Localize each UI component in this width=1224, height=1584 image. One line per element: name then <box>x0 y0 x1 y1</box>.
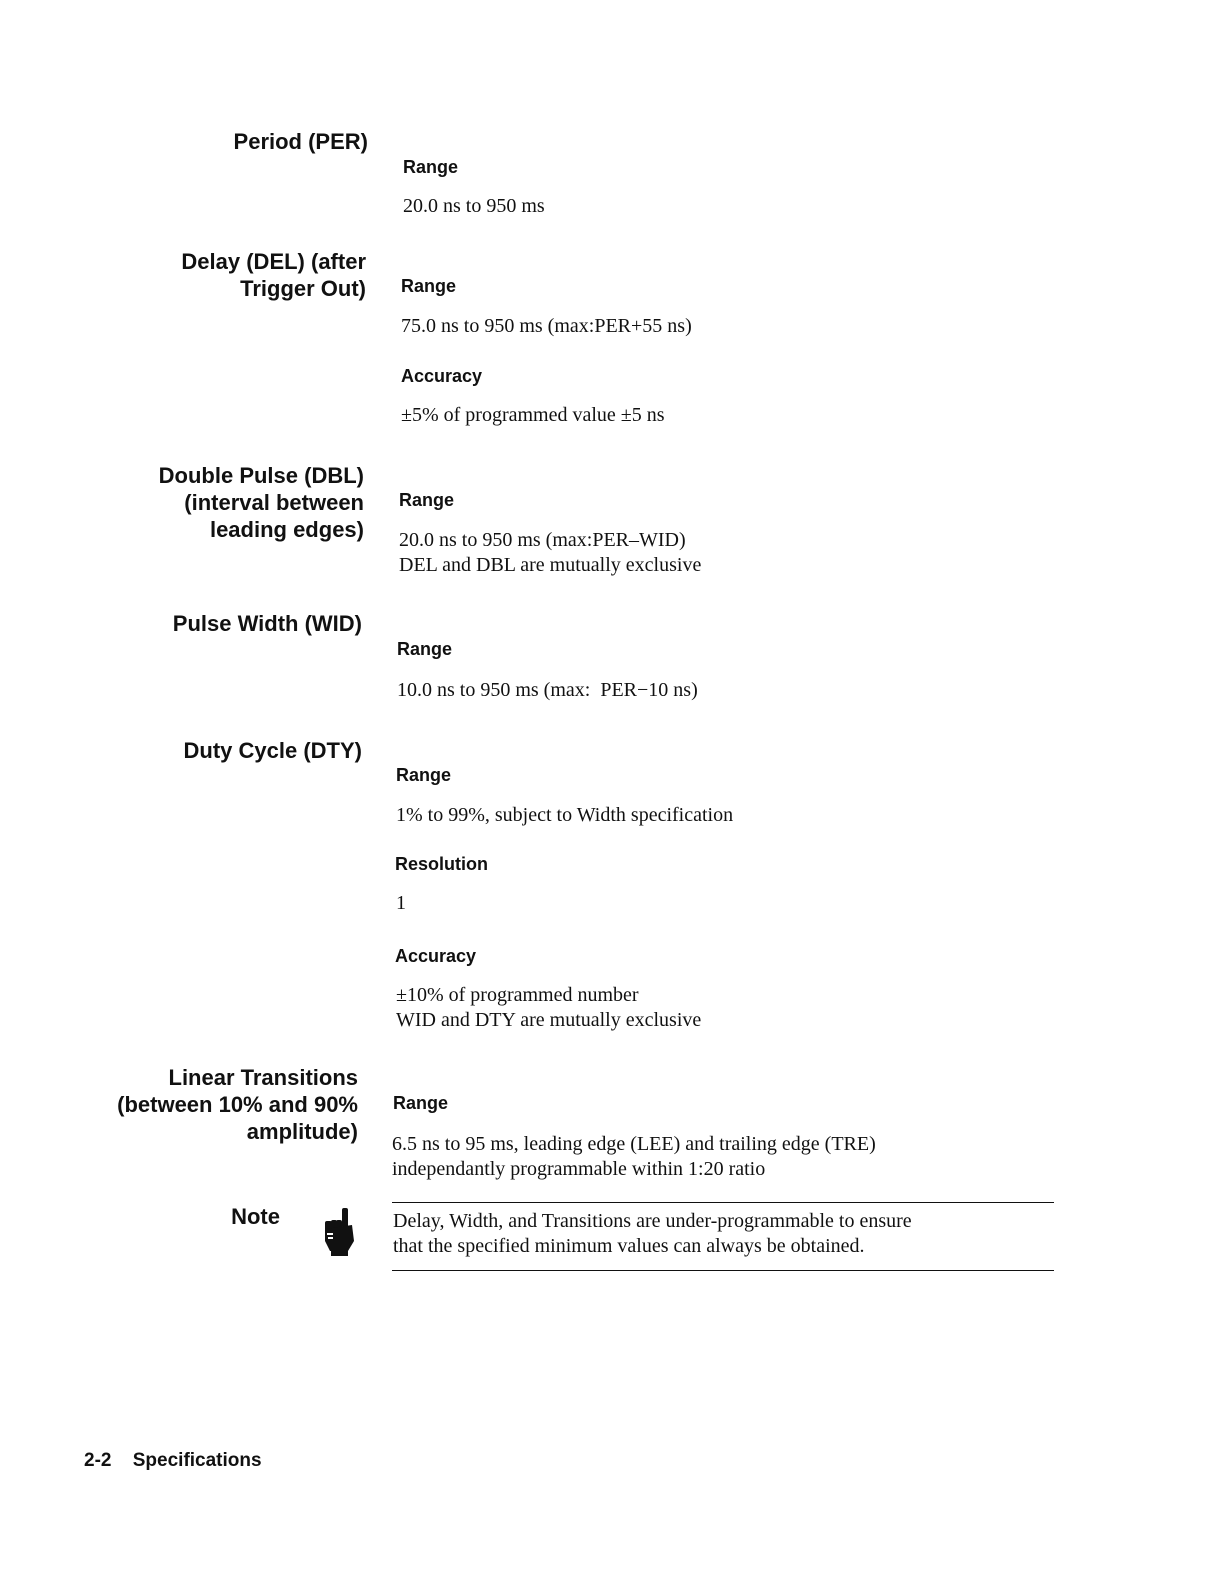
note-text: Delay, Width, and Transitions are under-programmable to ensure that the specified minimum values can always be obtained. <box>393 1210 912 1257</box>
delay-accuracy-label: Accuracy <box>401 366 483 386</box>
delay-range-value: 75.0 ns to 950 ms (max:PER+55 ns) <box>401 315 692 337</box>
pulse-width-range-value: 10.0 ns to 950 ms (max: PER−10 ns) <box>397 679 698 701</box>
note-top-rule <box>392 1202 1054 1203</box>
duty-cycle-range-label: Range <box>396 765 452 785</box>
duty-cycle-resolution-value: 1 <box>396 892 406 914</box>
double-pulse-range-value: 20.0 ns to 950 ms (max:PER–WID) DEL and DBL are mutually exclusive <box>399 529 702 576</box>
footer-section-title: Specifications <box>132 1450 262 1471</box>
period-range-value: 20.0 ns to 950 ms <box>403 195 545 217</box>
delay-accuracy-value: ±5% of programmed value ±5 ns <box>401 404 665 426</box>
linear-transitions-heading: Linear Transitions (between 10% and 90% amplitude) <box>117 1065 358 1144</box>
delay-range-label: Range <box>401 276 457 296</box>
delay-heading: Delay (DEL) (after Trigger Out) <box>181 249 366 301</box>
duty-cycle-range-value: 1% to 99%, subject to Width specification <box>396 804 734 826</box>
period-heading: Period (PER) <box>233 129 368 154</box>
double-pulse-heading: Double Pulse (DBL) (interval between leading edges) <box>158 463 364 542</box>
duty-cycle-resolution-label: Resolution <box>395 854 488 874</box>
period-range-label: Range <box>403 157 459 177</box>
duty-cycle-accuracy-label: Accuracy <box>395 946 477 966</box>
pulse-width-range-label: Range <box>397 639 453 659</box>
duty-cycle-accuracy-value: ±10% of programmed number WID and DTY are mutually exclusive <box>396 984 702 1031</box>
double-pulse-range-label: Range <box>399 490 455 510</box>
linear-transitions-range-label: Range <box>393 1093 449 1113</box>
note-bottom-rule <box>392 1270 1054 1271</box>
linear-transitions-range-value: 6.5 ns to 95 ms, leading edge (LEE) and trailing edge (TRE) independantly programmable within 1:20 ratio <box>392 1133 876 1180</box>
pointing-hand-icon <box>322 1207 356 1257</box>
page-number: 2-2 <box>84 1450 112 1471</box>
note-label: Note <box>231 1204 280 1229</box>
page-footer <box>84 1450 262 1472</box>
pulse-width-heading: Pulse Width (WID) <box>172 611 362 636</box>
duty-cycle-heading: Duty Cycle (DTY) <box>183 738 362 763</box>
